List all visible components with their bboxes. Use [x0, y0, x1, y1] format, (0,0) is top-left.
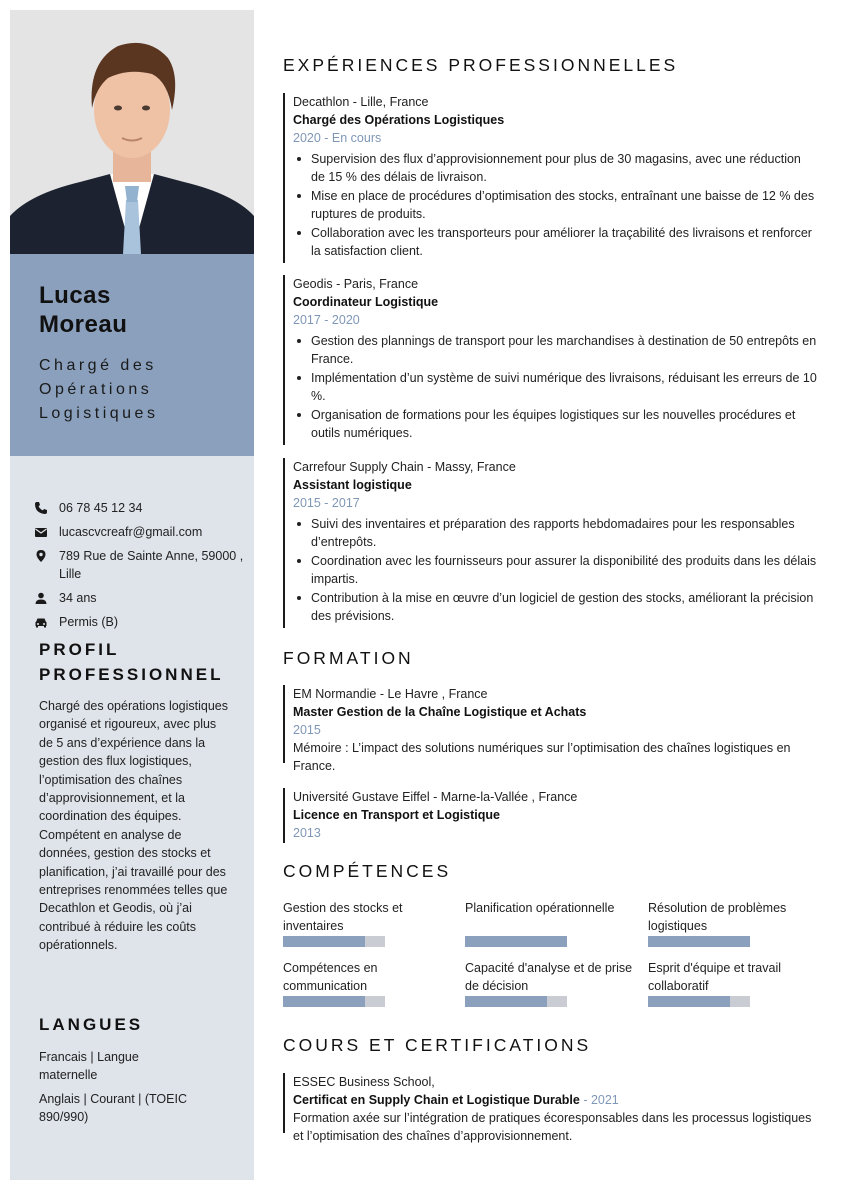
- contact-license-text: Permis (B): [59, 615, 119, 629]
- experience-bullet: Supervision des flux d’approvisionnement pour plus de 30 magasins, avec une réduction de 15 % des délais de livraison.: [293, 150, 818, 187]
- contact-phone-text: 06 78 45 12 34: [59, 501, 143, 515]
- skill-bar: [648, 996, 750, 1007]
- experience-bullet: Contribution à la mise en œuvre d’un logiciel de gestion des stocks, améliorant la précision des prévisions.: [293, 589, 818, 626]
- first-name: Lucas: [39, 282, 111, 309]
- skill-label: Capacité d'analyse et de prise de décision: [465, 961, 633, 994]
- education-desc: Mémoire : L’impact des solutions numériques sur l’optimisation des chaînes logistiques en France.: [293, 741, 791, 774]
- skills-title: COMPÉTENCES: [283, 861, 452, 881]
- contact-address-text: 789 Rue de Sainte Anne, 59000 , Lille: [59, 549, 244, 581]
- profile-title-line-1: PROFIL: [39, 640, 120, 659]
- skill-bar: [648, 936, 750, 947]
- education-degree: Master Gestion de la Chaîne Logistique et Achats: [293, 705, 587, 719]
- education-entry: [283, 788, 818, 843]
- contact-address: [34, 547, 244, 583]
- skill-bar-fill: [465, 936, 567, 947]
- experience-bullet: Gestion des plannings de transport pour les marchandises à destination de 50 entrepôts en France.: [293, 332, 818, 369]
- email-icon: [34, 525, 48, 539]
- experience-date: 2017 - 2020: [293, 313, 360, 327]
- experience-bullet: Mise en place de procédures d’optimisation des stocks, entraînant une baisse de 12 % des ruptures de produits.: [293, 187, 818, 224]
- experience-job-title: Coordinateur Logistique: [293, 295, 439, 309]
- experience-bullet: Implémentation d’un système de suivi numérique des livraisons, réduisant les erreurs de 10 %.: [293, 369, 818, 406]
- education-title: FORMATION: [283, 648, 414, 668]
- portrait-illustration: [10, 10, 254, 254]
- contact-license: [34, 613, 244, 631]
- car-icon: [34, 615, 48, 629]
- phone-icon: [34, 501, 48, 515]
- experience-bullet: Suivi des inventaires et préparation des rapports hebdomadaires pour les responsables d’entrepôts.: [293, 515, 818, 552]
- experience-org: Carrefour Supply Chain - Massy, France: [293, 460, 516, 474]
- contact-list: [34, 499, 244, 637]
- education-school: Université Gustave Eiffel - Marne-la-Vallée , France: [293, 790, 578, 804]
- contact-age: [34, 589, 244, 607]
- certification-year: - 2021: [579, 1093, 619, 1107]
- location-pin-icon: [34, 549, 48, 563]
- education-year: 2015: [293, 723, 321, 737]
- profile-title-line-2: PROFESSIONNEL: [39, 665, 224, 684]
- skill-bar-fill: [283, 996, 365, 1007]
- experience-bullets: [293, 150, 818, 260]
- language-item-english: Anglais | Courant | (TOEIC 890/990): [39, 1092, 187, 1125]
- skill-bar-fill: [648, 936, 750, 947]
- skill-bar-fill: [465, 996, 547, 1007]
- contact-age-text: 34 ans: [59, 591, 97, 605]
- skill-label: Résolution de problèmes logistiques: [648, 901, 787, 934]
- education-entry: [283, 685, 818, 774]
- profile-photo: [10, 10, 254, 254]
- experience-date: 2020 - En cours: [293, 131, 382, 145]
- experience-job-title: Chargé des Opérations Logistiques: [293, 113, 505, 127]
- skill-label: Esprit d'équipe et travail collaboratif: [648, 961, 782, 994]
- contact-phone: [34, 499, 244, 517]
- experience-bullets: [293, 515, 818, 625]
- profile-text: Chargé des opérations logistiques organisé et rigoureux, avec plus de 5 ans d’expérience dans la gestion des flux logistiques, l’optimisation des chaînes d’approvisionnement, et la coordination des équipes. Compétent en analyse de données, gestion des stocks et planification, j’ai travaillé pour des entreprises renommées telles que Decathlon et Geodis, où j’ai contribué à réduire les coûts opérationnels.: [39, 699, 229, 953]
- job-title-line-3: Logistiques: [39, 405, 159, 422]
- contact-email: [34, 523, 244, 541]
- experience-entry: [283, 458, 818, 628]
- certification-entry: [283, 1073, 818, 1144]
- certifications-title: COURS ET CERTIFICATIONS: [283, 1035, 592, 1055]
- experience-org: Geodis - Paris, France: [293, 277, 419, 291]
- experience-entry: [283, 275, 818, 445]
- skill-label: Gestion des stocks et inventaires: [283, 901, 403, 934]
- skill-bar: [465, 996, 567, 1007]
- skill-bar: [283, 936, 385, 947]
- skill-label: Compétences en communication: [283, 961, 378, 994]
- experience-bullet: Coordination avec les fournisseurs pour assurer la disponibilité des produits dans les délais impartis.: [293, 552, 818, 589]
- person-icon: [34, 591, 48, 605]
- experience-bullet: Organisation de formations pour les équipes logistiques sur les nouvelles procédures et outils numériques.: [293, 406, 818, 443]
- last-name: Moreau: [39, 311, 128, 338]
- skill-label: Planification opérationnelle: [465, 901, 615, 915]
- contact-email-text: lucascvcreafr@gmail.com: [59, 525, 203, 539]
- job-title-line-2: Opérations: [39, 381, 153, 398]
- job-title-line-1: Chargé des: [39, 357, 157, 374]
- certification-desc: Formation axée sur l’intégration de pratiques écoresponsables dans les processus logistiques et l’optimisation des chaînes d’approvisionnement.: [293, 1111, 812, 1144]
- education-school: EM Normandie - Le Havre , France: [293, 687, 488, 701]
- certification-org: ESSEC Business School,: [293, 1075, 435, 1089]
- skill-bar: [283, 996, 385, 1007]
- skill-bar-fill: [648, 996, 730, 1007]
- skill-item: [465, 959, 635, 1007]
- skill-item: [465, 899, 635, 947]
- language-item-french: Francais | Langue maternelle: [39, 1050, 139, 1083]
- languages-title: LANGUES: [39, 1015, 144, 1034]
- skill-item: [648, 899, 818, 947]
- skill-item: [283, 959, 453, 1007]
- education-degree: Licence en Transport et Logistique: [293, 808, 500, 822]
- skill-item: [283, 899, 453, 947]
- name-banner: [10, 254, 254, 456]
- experience-bullet: Collaboration avec les transporteurs pour améliorer la traçabilité des livraisons et renforcer la satisfaction client.: [293, 224, 818, 261]
- skill-bar-fill: [283, 936, 365, 947]
- skill-item: [648, 959, 818, 1007]
- skill-bar: [465, 936, 567, 947]
- experience-job-title: Assistant logistique: [293, 478, 412, 492]
- experience-bullets: [293, 332, 818, 442]
- experience-title: EXPÉRIENCES PROFESSIONNELLES: [283, 55, 679, 75]
- certification-title: Certificat en Supply Chain et Logistique Durable: [293, 1093, 580, 1107]
- experience-org: Decathlon - Lille, France: [293, 95, 429, 109]
- experience-entry: [283, 93, 818, 263]
- experience-date: 2015 - 2017: [293, 496, 360, 510]
- education-year: 2013: [293, 826, 321, 840]
